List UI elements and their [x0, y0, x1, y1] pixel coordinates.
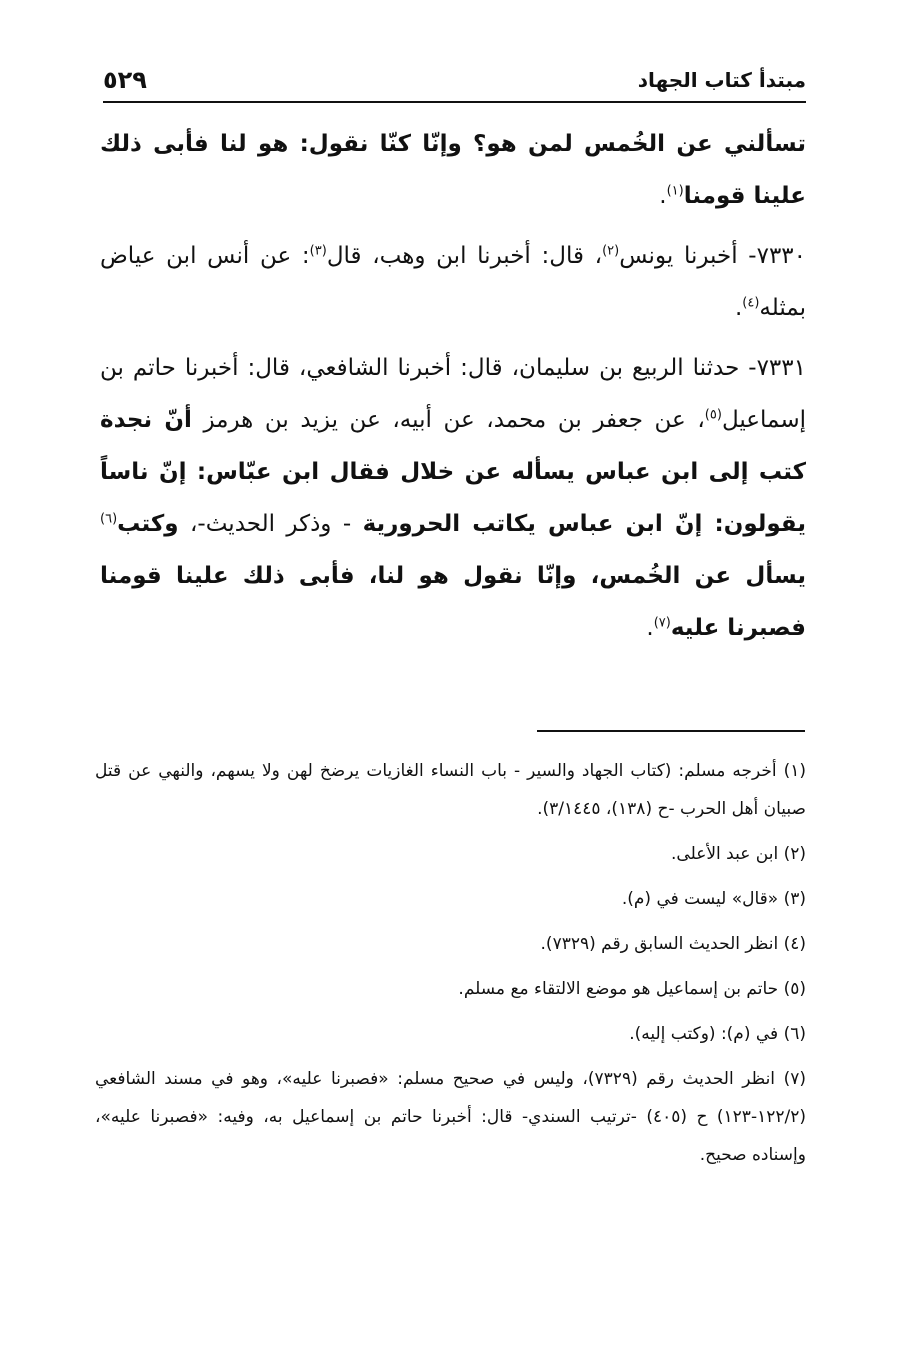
footnote-ref: (٤): [742, 295, 760, 311]
footnote-ref: (٧): [653, 615, 671, 631]
punctuation: .: [659, 183, 667, 209]
footnote-item: (٤) انظر الحديث السابق رقم (٧٣٢٩).: [540, 934, 806, 954]
paragraph-hadith-7331: [100, 342, 806, 654]
footnote-item: (٥) حاتم بن إسماعيل هو موضع الالتقاء مع مسلم.: [458, 979, 806, 999]
isnad-text: ، عن جعفر بن محمد، عن أبيه، عن يزيد بن هرمز: [191, 407, 705, 433]
footnotes: [95, 752, 806, 1181]
punctuation: .: [646, 615, 654, 641]
hadith-text: يسأل عن الخُمس، وإنّا نقول هو لنا، فأبى ذلك علينا قومنا فصبرنا عليه: [100, 563, 806, 641]
page-header: [103, 62, 806, 98]
page-number: ٥٢٩: [103, 66, 147, 94]
isnad-text: ، قال: أخبرنا ابن وهب، قال: [326, 243, 603, 269]
footnote-ref: (٥): [704, 407, 722, 423]
paragraph-continuation: [100, 118, 806, 222]
header-divider: [103, 101, 806, 103]
running-title: مبتدأ كتاب الجهاد: [637, 68, 806, 92]
isnad-text: ٧٣٣١- حدثنا الربيع بن سليمان، قال: أخبرنا الشافعي، قال: أخبرنا حاتم بن إسماعيل: [100, 355, 806, 433]
punctuation: .: [734, 295, 743, 321]
footnote-item: (٧) انظر الحديث رقم (٧٣٢٩)، وليس في صحيح مسلم: «فصبرنا عليه»، وهو في مسند الشافعي (١٢٢/٢-١٢٣) ح (٤٠٥) -ترتيب السندي- قال: أخبرنا حاتم بن إسماعيل به، وفيه: «فصبرنا عليه»، وإسناده صحيح.: [95, 1069, 807, 1165]
footnote-item: (٢) ابن عبد الأعلى.: [671, 844, 806, 864]
main-text: [100, 118, 806, 662]
isnad-text: ٧٣٣٠- أخبرنا يونس: [619, 243, 807, 269]
hadith-text: أنّ نجدة كتب إلى ابن عباس يسأله عن خلال فقال ابن عبّاس: إنّ ناساً يقولون: إنّ ابن عباس يكاتب الحرورية: [100, 407, 806, 537]
footnote-ref: (١): [666, 183, 684, 199]
hadith-text: تسألني عن الخُمس لمن هو؟ وإنّا كنّا نقول: هو لنا فأبى ذلك علينا قومنا: [100, 131, 806, 209]
isnad-text: - وذكر الحديث-،: [178, 511, 363, 537]
footnote-ref: (٣): [309, 243, 327, 259]
footnote-item: (٦) في (م): (وكتب إليه).: [629, 1024, 806, 1044]
hadith-text: وكتب: [117, 511, 179, 537]
paragraph-hadith-7330: [100, 230, 806, 334]
footnote-ref: (٦): [100, 511, 118, 527]
footnote-divider: [537, 730, 805, 732]
footnote-ref: (٢): [602, 243, 620, 259]
footnote-item: (٣) «قال» ليست في (م).: [621, 889, 806, 909]
isnad-text: : عن أنس ابن عياض بمثله: [100, 243, 806, 321]
footnote-item: (١) أخرجه مسلم: (كتاب الجهاد والسير - باب النساء الغازيات يرضخ لهن ولا يسهم، والنهي عن قتل صبيان أهل الحرب -ح (١٣٨)، ٣/١٤٤٥).: [95, 761, 806, 819]
